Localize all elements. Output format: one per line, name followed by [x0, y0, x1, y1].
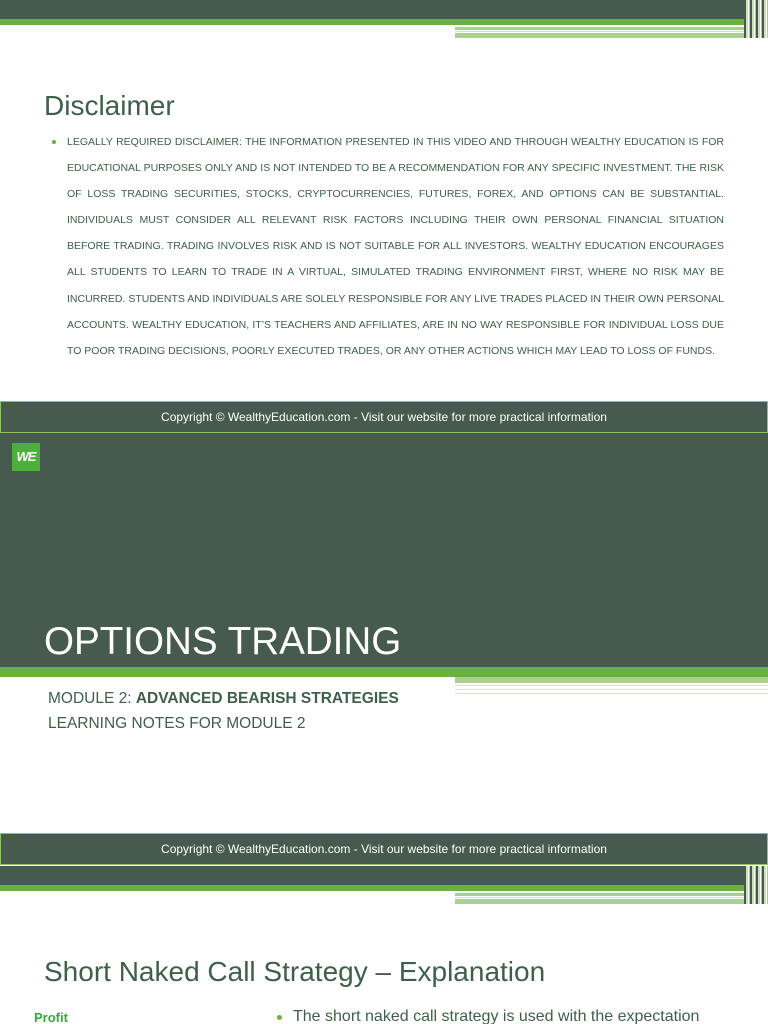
header-light-stripe — [455, 893, 768, 904]
wealthy-education-logo: WE — [12, 443, 40, 471]
bullet-text: The short naked call strategy is used with the expectation — [293, 1008, 700, 1024]
module-heading — [48, 689, 399, 709]
header-band — [0, 866, 768, 885]
title-light-stripe — [455, 677, 768, 699]
copyright-text: Copyright © WealthyEducation.com - Visit our website for more practical information — [161, 842, 607, 856]
disclaimer-text: LEGALLY REQUIRED DISCLAIMER: THE INFORMATION PRESENTED IN THIS VIDEO AND THROUGH WEALTHY EDUCATION IS FOR EDUCATIONAL PURPOSES ONLY AND IS NOT INTENDED TO BE A RECOMMENDATION FOR ANY SPECIFIC INVESTMENT. THE RISK OF LOSS TRADING SECURITIES, STOCKS, CRYPTOCURRENCIES, FUTURES, FOREX, AND OPTIONS CAN BE SUBSTANTIAL. INDIVIDUALS MUST CONSIDER ALL RELEVANT RISK FACTORS INCLUDING THEIR OWN PERSONAL FINANCIAL SITUATION BEFORE TRADING. TRADING INVOLVES RISK AND IS NOT SUITABLE FOR ALL INVESTORS. WEALTHY EDUCATION ENCOURAGES ALL STUDENTS TO LEARN TO TRADE IN A VIRTUAL, SIMULATED TRADING ENVIRONMENT FIRST, WHERE NO RISK MAY BE INCURRED. STUDENTS AND INDIVIDUALS ARE SOLELY RESPONSIBLE FOR ANY LIVE TRADES PLACED IN THEIR OWN PERSONAL ACCOUNTS. WEALTHY EDUCATION, IT’S TEACHERS AND AFFILIATES, ARE IN NO WAY RESPONSIBLE FOR INDIVIDUAL LOSS DUE TO POOR TRADING DECISIONS, POORLY EXECUTED TRADES, OR ANY OTHER ACTIONS WHICH MAY LEAD TO LOSS OF FUNDS. — [67, 136, 724, 357]
bullet-icon — [277, 1015, 282, 1020]
title-slide — [0, 433, 768, 866]
header-accent-stripe — [0, 19, 768, 25]
title-accent-stripe — [0, 667, 768, 677]
bullet-icon — [52, 140, 56, 144]
module-subtitle: LEARNING NOTES FOR MODULE 2 — [48, 715, 306, 732]
module-name: ADVANCED BEARISH STRATEGIES — [135, 690, 399, 707]
slide-title: Disclaimer — [44, 90, 175, 121]
header-light-stripe — [455, 27, 768, 38]
copyright-text: Copyright © WealthyEducation.com - Visit our website for more practical information — [161, 410, 607, 424]
header-accent-stripe — [0, 885, 768, 891]
disclaimer-slide — [0, 0, 768, 433]
footer-band — [0, 401, 768, 433]
slide-title: Short Naked Call Strategy – Explanation — [44, 956, 546, 987]
course-title: OPTIONS TRADING — [44, 620, 402, 663]
header-band — [0, 0, 768, 19]
footer-band — [0, 833, 768, 865]
module-prefix: MODULE 2: — [48, 690, 136, 707]
explanation-slide — [0, 866, 768, 1024]
header-vertical-lines — [744, 0, 768, 38]
header-vertical-lines — [744, 866, 768, 904]
chart-axis-label: Profit — [34, 1010, 68, 1024]
